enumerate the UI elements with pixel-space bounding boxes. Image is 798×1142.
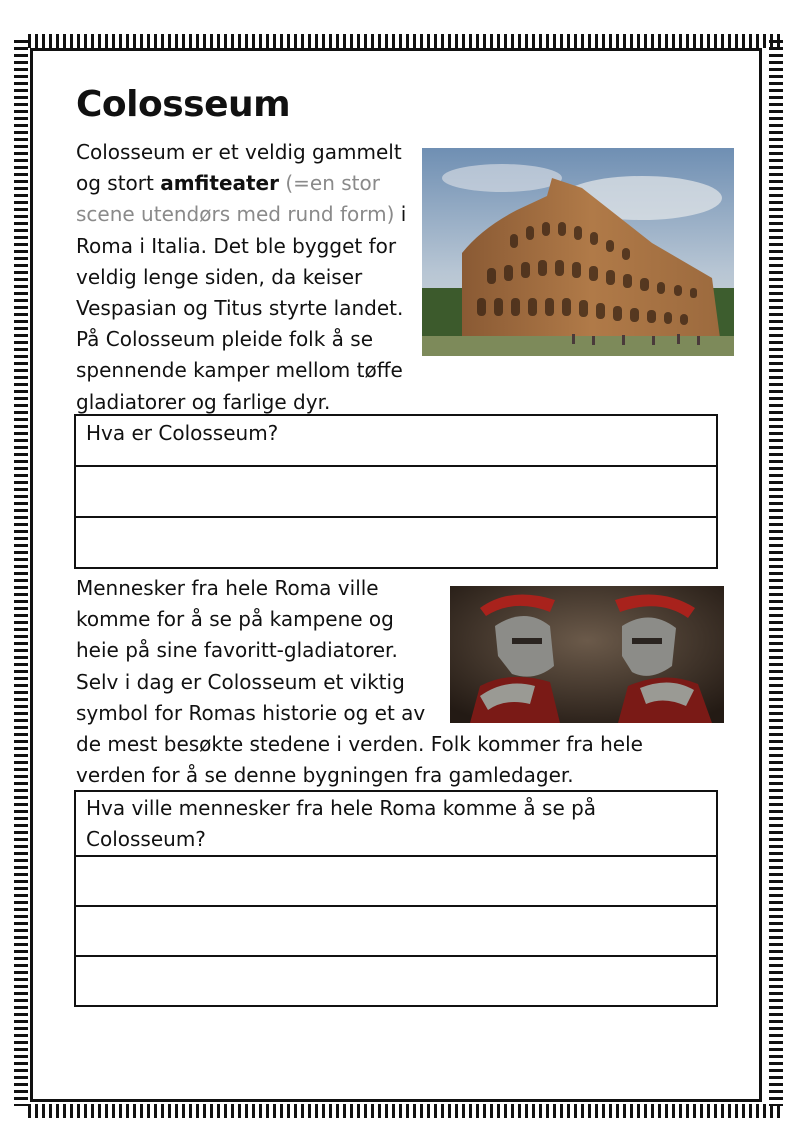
answer-line[interactable] bbox=[75, 856, 717, 906]
colosseum-photo bbox=[422, 148, 734, 356]
gladiators-photo bbox=[450, 586, 724, 723]
decorative-border-left bbox=[14, 40, 28, 1106]
answer-line[interactable] bbox=[75, 517, 717, 568]
second-text-narrow: Mennesker fra hele Roma ville komme for å se på kampene og heie på sine favoritt-gladiatorer. Selv i dag er Colosseum et viktig symbol for Romas historie og et av bbox=[76, 576, 426, 725]
intro-text-continued: i Roma i Italia. Det ble bygget for veldig lenge siden, da keiser Vespasian og Titus styrte landet. På Colosseum pleide folk å se spennende kamper mellom tøffe gladiatorer og farlige dyr. bbox=[76, 202, 407, 414]
question-colosseum: Hva er Colosseum? bbox=[75, 415, 717, 466]
intro-paragraph bbox=[76, 137, 422, 418]
decorative-border-right bbox=[769, 40, 783, 1106]
question-table-2 bbox=[74, 790, 718, 1007]
page-title: Colosseum bbox=[76, 84, 291, 125]
second-text-wide: de mest besøkte stedene i verden. Folk kommer fra hele verden for å se denne bygningen fra gamledager. bbox=[76, 732, 643, 788]
answer-line[interactable] bbox=[75, 906, 717, 956]
term-amfiteater: amfiteater bbox=[160, 171, 279, 196]
answer-line[interactable] bbox=[75, 956, 717, 1006]
question-table-1 bbox=[74, 414, 718, 569]
answer-line[interactable] bbox=[75, 466, 717, 517]
decorative-border-bottom bbox=[28, 1104, 780, 1118]
term-explanation: (=en stor scene utendørs med rund form) bbox=[76, 171, 395, 227]
decorative-border-top bbox=[28, 34, 780, 48]
question-what-to-see: Hva ville mennesker fra hele Roma komme å se på Colosseum? bbox=[75, 791, 717, 856]
intro-text: Colosseum er et veldig gammelt og stort bbox=[76, 140, 402, 196]
